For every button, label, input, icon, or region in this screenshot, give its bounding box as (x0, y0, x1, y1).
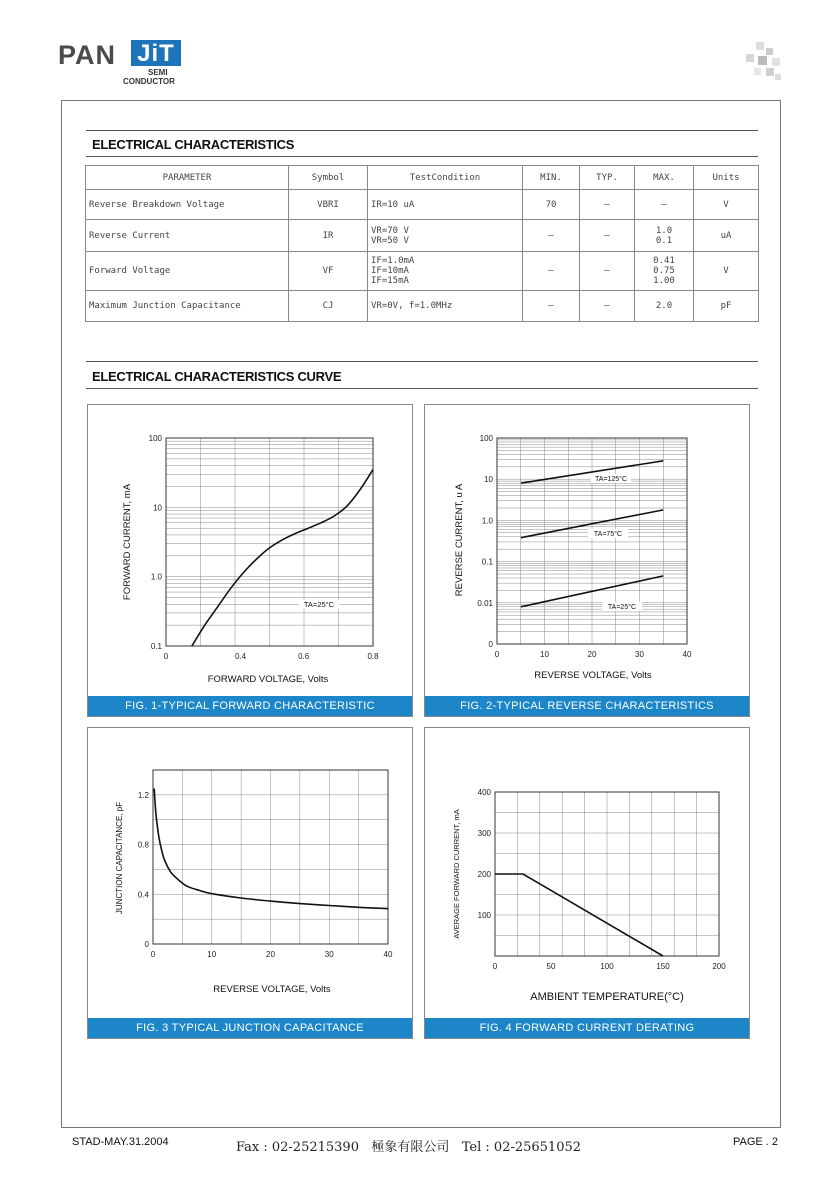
min-cell: — (523, 291, 580, 322)
x-tick-label: 0.4 (234, 652, 247, 661)
x-axis-label: FORWARD VOLTAGE, Volts (207, 674, 329, 685)
panjit-logo (58, 40, 188, 90)
max-line: — (661, 199, 667, 210)
x-tick-label: 0 (163, 652, 169, 661)
y-tick-label: 0 (488, 640, 493, 649)
logo-semi-text: SEMI (148, 68, 168, 77)
divider (86, 130, 758, 131)
series-label: TA=25°C (607, 604, 637, 611)
units-cell: V (694, 190, 759, 220)
section-title-characteristics-curve: ELECTRICAL CHARACTERISTICS CURVE (92, 369, 342, 384)
condition-cell (368, 220, 523, 252)
y-tick-label: 10 (484, 475, 493, 485)
condition-line: IR=10 uA (371, 199, 415, 210)
max-line: 2.0 (655, 301, 673, 311)
y-axis-label: AVERAGE FORWARD CURRENT, mA (452, 809, 461, 939)
typ-cell: — (580, 190, 635, 220)
decorative-squares-icon (742, 42, 782, 82)
x-tick-label: 0 (492, 962, 498, 971)
series-line (154, 789, 388, 909)
divider (86, 388, 758, 389)
y-tick-label: 100 (477, 911, 491, 920)
y-tick-label: 1.0 (150, 572, 162, 582)
footer-date: STAD-MAY.31.2004 (72, 1136, 169, 1148)
condition-cell (368, 190, 523, 220)
typ-cell: — (580, 291, 635, 322)
condition-line: IF=10mA (371, 266, 409, 276)
symbol-cell: IR (289, 220, 368, 252)
fig2-reverse-characteristics-chart (425, 405, 749, 696)
x-axis-label: REVERSE VOLTAGE, Volts (534, 670, 652, 681)
x-tick-label: 10 (540, 650, 549, 659)
footer-page-number: PAGE . 2 (733, 1136, 779, 1148)
x-tick-label: 0 (150, 950, 156, 959)
param-cell: Forward Voltage (86, 252, 289, 291)
x-tick-label: 40 (682, 650, 692, 659)
symbol-cell: VBRI (289, 190, 368, 220)
y-tick-label: 400 (477, 788, 491, 797)
fig4-forward-current-derating-chart (425, 728, 749, 1018)
max-line: 1.00 (653, 276, 675, 286)
x-axis-label: AMBIENT TEMPERATURE(°C) (530, 991, 684, 1003)
y-axis-label: FORWARD CURRENT, mA (122, 483, 133, 601)
units-cell: uA (694, 220, 759, 252)
fig4-panel (424, 727, 750, 1039)
param-cell: Reverse Current (86, 220, 289, 252)
max-line: 0.41 (653, 256, 675, 266)
x-tick-label: 20 (587, 650, 597, 659)
units-cell: V (694, 252, 759, 291)
units-cell: pF (694, 291, 759, 322)
column-header: Units (694, 166, 759, 190)
x-tick-label: 150 (656, 962, 670, 971)
y-tick-label: 1.2 (137, 790, 149, 800)
table-header-row (86, 166, 759, 190)
column-header: TYP. (580, 166, 635, 190)
y-tick-label: 200 (477, 870, 491, 879)
series-label: TA=75°C (593, 531, 623, 538)
fig2-panel (424, 404, 750, 717)
x-tick-label: 200 (712, 962, 726, 971)
condition-line: VR=0V, f=1.0MHz (371, 301, 453, 311)
fig1-panel (87, 404, 413, 717)
condition-line: IF=1.0mA (371, 256, 415, 266)
column-header: MIN. (523, 166, 580, 190)
y-axis-label: JUNCTION CAPACITANCE, pF (115, 801, 124, 915)
x-tick-label: 0.6 (298, 652, 310, 661)
min-cell: — (523, 220, 580, 252)
max-line: 1.0 (655, 225, 673, 236)
min-cell: — (523, 252, 580, 291)
y-tick-label: 1.0 (481, 516, 493, 526)
y-tick-label: 300 (477, 829, 491, 838)
y-tick-label: 0.8 (137, 840, 149, 850)
y-tick-label: 0.1 (150, 642, 162, 651)
table-row (86, 291, 759, 322)
logo-conductor-text: CONDUCTOR (123, 77, 175, 86)
x-tick-label: 100 (600, 962, 614, 971)
x-axis-label: REVERSE VOLTAGE, Volts (213, 984, 331, 995)
column-header: Symbol (289, 166, 368, 190)
fig3-panel (87, 727, 413, 1039)
fig3-caption: FIG. 3 TYPICAL JUNCTION CAPACITANCE (88, 1018, 412, 1038)
param-cell: Reverse Breakdown Voltage (86, 190, 289, 220)
logo-jit-text: JiT (131, 40, 181, 66)
condition-cell (368, 291, 523, 322)
table-row (86, 220, 759, 252)
param-cell: Maximum Junction Capacitance (86, 291, 289, 322)
condition-line: VR=70 V (371, 225, 409, 236)
table-row (86, 252, 759, 291)
fig1-caption: FIG. 1-TYPICAL FORWARD CHARACTERISTIC (88, 696, 412, 716)
condition-line: IF=15mA (371, 276, 409, 286)
column-header: PARAMETER (86, 166, 289, 190)
column-header: TestCondition (368, 166, 523, 190)
series-line (192, 470, 373, 646)
min-cell: 70 (523, 190, 580, 220)
fig4-caption: FIG. 4 FORWARD CURRENT DERATING (425, 1018, 749, 1038)
y-tick-label: 0.1 (481, 557, 493, 567)
series-label: TA=125°C (594, 476, 628, 483)
x-tick-label: 30 (635, 650, 644, 659)
max-line: 0.75 (653, 266, 675, 276)
max-line: 0.1 (655, 235, 673, 246)
x-tick-label: 20 (266, 950, 275, 959)
max-cell (635, 220, 694, 252)
fig3-junction-capacitance-chart (88, 728, 412, 1018)
symbol-cell: CJ (289, 291, 368, 322)
footer-contact: Fax : 02-25215390 極象有限公司 Tel : 02-25651052 (236, 1140, 582, 1155)
divider (86, 361, 758, 362)
divider (86, 156, 758, 157)
x-tick-label: 30 (324, 950, 334, 959)
max-cell (635, 190, 694, 220)
max-cell (635, 252, 694, 291)
logo-pan-text: PAN (58, 40, 117, 70)
y-tick-label: 100 (479, 434, 493, 443)
fig1-forward-characteristic-chart (88, 405, 412, 696)
fig2-caption: FIG. 2-TYPICAL REVERSE CHARACTERISTICS (425, 696, 749, 716)
max-cell (635, 291, 694, 322)
x-tick-label: 10 (207, 950, 217, 959)
y-tick-label: 0 (144, 940, 149, 949)
chart-annotation: TA=25°C (303, 600, 335, 609)
x-tick-label: 0 (494, 650, 500, 659)
x-tick-label: 0.8 (367, 652, 379, 661)
table-row (86, 190, 759, 220)
y-tick-label: 0.01 (477, 598, 493, 608)
x-tick-label: 50 (546, 962, 556, 971)
x-tick-label: 40 (383, 950, 393, 959)
y-axis-label: REVERSE CURRENT, u A (454, 483, 465, 597)
column-header: MAX. (635, 166, 694, 190)
y-tick-label: 0.4 (137, 890, 149, 900)
condition-line: VR=50 V (371, 235, 409, 246)
typ-cell: — (580, 220, 635, 252)
y-tick-label: 10 (153, 503, 162, 513)
y-tick-label: 100 (148, 434, 162, 443)
electrical-characteristics-table (85, 165, 759, 322)
typ-cell: — (580, 252, 635, 291)
symbol-cell: VF (289, 252, 368, 291)
section-title-electrical-characteristics: ELECTRICAL CHARACTERISTICS (92, 137, 295, 152)
condition-cell (368, 252, 523, 291)
